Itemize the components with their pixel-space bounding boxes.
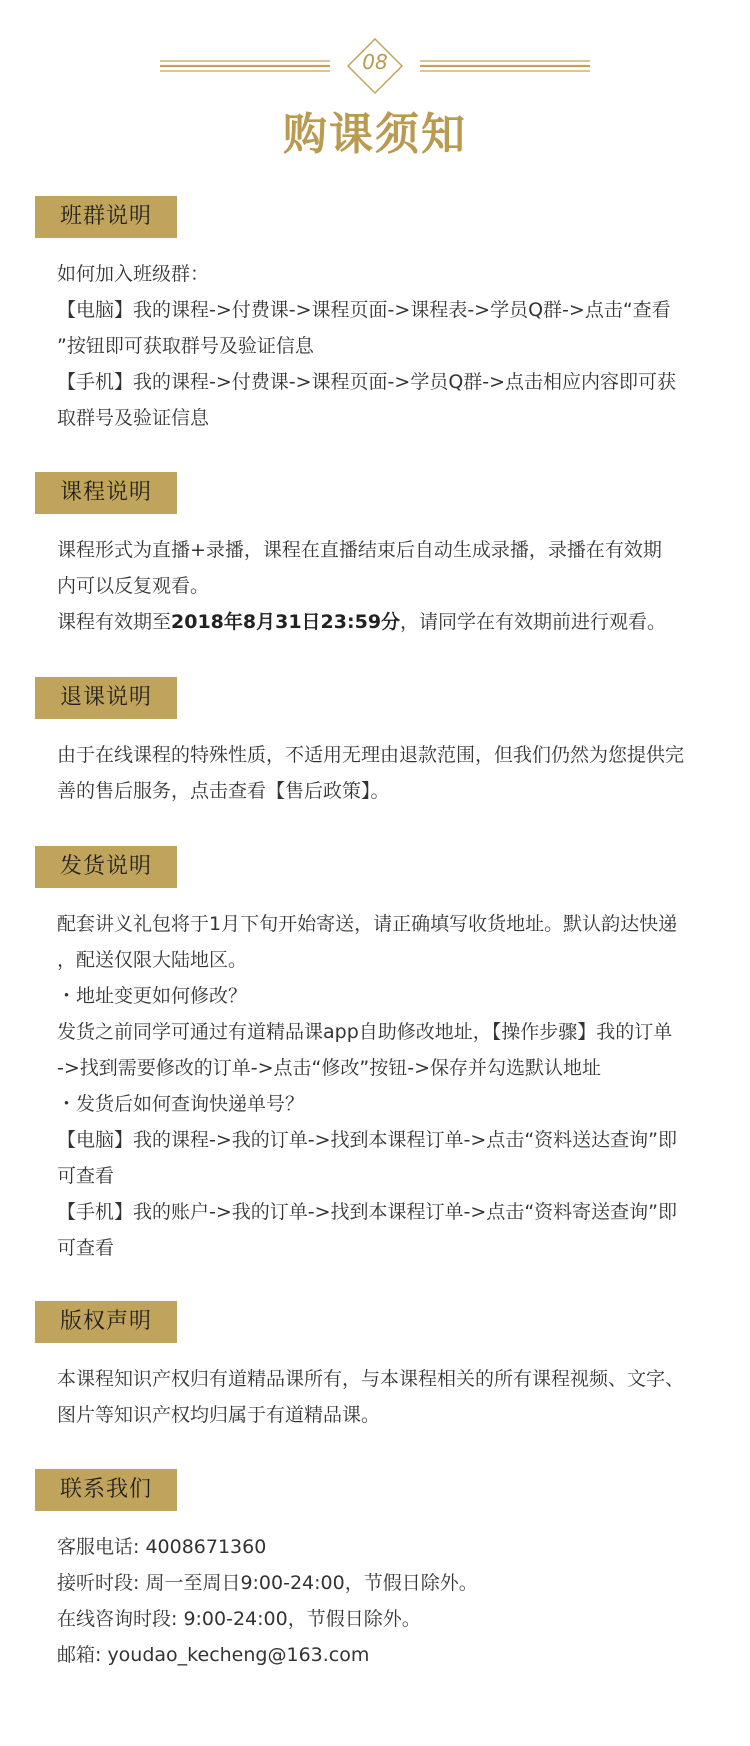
text-line: ，配送仅限大陆地区。 — [57, 949, 248, 971]
text-line: 如何加入班级群： — [57, 263, 210, 285]
text-line: 发货之前同学可通过有道精品课app自助修改地址，【操作步骤】我的订单 — [57, 1021, 673, 1043]
text-line: ・发货后如何查询快递单号？ — [57, 1093, 305, 1115]
section-tag: 联系我们 — [35, 1469, 177, 1511]
section-body — [57, 906, 723, 1266]
validity-date: 2018年8月31日23:59分 — [171, 611, 401, 633]
text-line: 内可以反复观看。 — [57, 575, 210, 597]
text-line: 图片等知识产权均归属于有道精品课。 — [57, 1404, 381, 1426]
section-body — [57, 1529, 723, 1673]
contact-email: 邮箱: youdao_kecheng@163.com — [57, 1644, 370, 1666]
validity-prefix: 课程有效期至 — [57, 611, 172, 633]
validity-line — [57, 604, 723, 640]
text-line: 可查看 — [57, 1165, 115, 1187]
contact-phone: 客服电话: 4008671360 — [57, 1536, 267, 1558]
contact-online-hours: 在线咨询时段: 9:00-24:00，节假日除外。 — [57, 1608, 421, 1630]
section-body — [57, 737, 723, 809]
text-line: ->找到需要修改的订单->点击“修改”按钮->保存并勾选默认地址 — [57, 1057, 602, 1079]
text-line: 【电脑】我的课程->我的订单->找到本课程订单->点击“资料送达查询”即 — [57, 1129, 678, 1151]
text-line: 可查看 — [57, 1237, 115, 1259]
section-body — [57, 1361, 723, 1433]
text-line: 配套讲义礼包将于1月下旬开始寄送，请正确填写收货地址。默认韵达快递 — [57, 913, 678, 935]
section-tag: 退课说明 — [35, 677, 177, 719]
text-line: 由于在线课程的特殊性质，不适用无理由退款范围，但我们仍然为您提供完 — [57, 744, 685, 766]
section-body — [57, 256, 723, 436]
text-line: 【手机】我的课程->付费课->课程页面->学员Q群->点击相应内容即可获 — [57, 371, 677, 393]
contact-phone-hours: 接听时段: 周一至周日9:00-24:00，节假日除外。 — [57, 1572, 478, 1594]
text-line: ”按钮即可获取群号及验证信息 — [57, 335, 314, 357]
page-header — [0, 0, 750, 170]
section-tag: 课程说明 — [35, 472, 177, 514]
text-line: ・地址变更如何修改？ — [57, 985, 248, 1007]
section-number-badge: 08 — [362, 50, 388, 74]
text-line: 课程形式为直播+录播，课程在直播结束后自动生成录播，录播在有效期 — [57, 539, 662, 561]
text-line: 【手机】我的账户->我的订单->找到本课程订单->点击“资料寄送查询”即 — [57, 1201, 678, 1223]
text-line: 善的售后服务，点击查看【售后政策】。 — [57, 780, 390, 802]
text-line: 本课程知识产权归有道精品课所有，与本课程相关的所有课程视频、文字、 — [57, 1368, 685, 1390]
validity-suffix: ，请同学在有效期前进行观看。 — [400, 611, 667, 633]
text-line: 取群号及验证信息 — [57, 407, 210, 429]
section-tag: 班群说明 — [35, 196, 177, 238]
section-body — [57, 532, 723, 640]
section-tag: 版权声明 — [35, 1301, 177, 1343]
text-line: 【电脑】我的课程->付费课->课程页面->课程表->学员Q群->点击“查看 — [57, 299, 671, 321]
page-title: 购课须知 — [283, 109, 467, 160]
section-tag: 发货说明 — [35, 846, 177, 888]
